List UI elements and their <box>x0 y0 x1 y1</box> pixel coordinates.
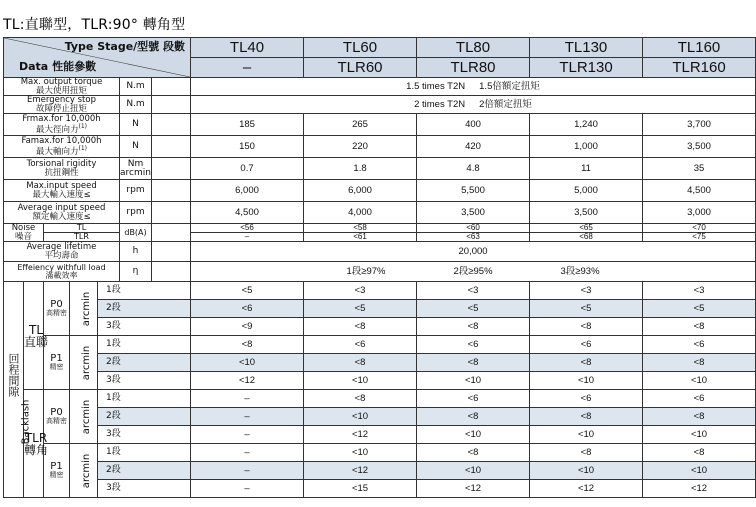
value-en: 2 times T2N <box>414 98 466 110</box>
value-cell: 1.8 <box>304 158 417 180</box>
value-cell: <61 <box>304 233 417 242</box>
value-en: 1.5 times T2N <box>406 80 466 92</box>
unit-text: arcmin <box>81 345 93 380</box>
blank-cell <box>152 224 191 242</box>
model-tlr: TLR130 <box>530 58 643 78</box>
value-cell: <8 <box>530 318 643 336</box>
precision-cn: 高精密 <box>46 417 67 425</box>
precision-code: P0 <box>50 407 63 418</box>
table-row <box>4 480 756 498</box>
unit-cell: h <box>120 242 152 262</box>
value-cell: <6 <box>304 336 417 354</box>
precision-cn: 精密 <box>49 471 64 479</box>
unit-text: Nm <box>127 158 144 169</box>
value-cell: 1,000 <box>530 136 643 158</box>
value-cell: <8 <box>417 444 530 462</box>
param-emergency-stop <box>4 96 120 114</box>
value-cell: 4.8 <box>417 158 530 180</box>
model-tl: TL80 <box>417 38 530 58</box>
value-cell: – <box>191 480 304 498</box>
type-stage-label: Type Stage/型號 段數 <box>64 40 186 53</box>
stage-label: 2段 <box>98 354 191 372</box>
param-label-cn: 最大使用扭矩 <box>35 85 87 96</box>
unit-arcmin <box>70 390 98 444</box>
precision-code: P0 <box>50 299 63 310</box>
table-row <box>4 426 756 444</box>
param-label-en: Max.input speed <box>26 181 97 191</box>
value-cn: 2倍額定扭矩 <box>479 98 532 110</box>
value-cell: <8 <box>530 354 643 372</box>
table-row <box>4 300 756 318</box>
precision-cn: 精密 <box>49 363 64 371</box>
value-cell: <10 <box>304 444 417 462</box>
value-cell: <10 <box>643 426 756 444</box>
param-label-cn: 平均壽命 <box>44 250 79 261</box>
value-cell: <8 <box>417 354 530 372</box>
span-value <box>191 96 756 114</box>
value-cell: <8 <box>643 444 756 462</box>
unit-cell <box>120 114 152 136</box>
value-cell: <15 <box>304 480 417 498</box>
value-cell: <10 <box>530 372 643 390</box>
unit-text: arcmin <box>81 291 93 326</box>
value-cell: <8 <box>530 408 643 426</box>
spec-table <box>3 37 756 498</box>
param-torsional-rigidity <box>4 158 120 180</box>
value-cell: 5,500 <box>417 180 530 202</box>
table-row <box>4 224 756 233</box>
param-label-en: Effeiency withfull load <box>17 262 106 272</box>
value-cell: <10 <box>191 354 304 372</box>
value-cell: <10 <box>530 426 643 444</box>
table-row <box>4 78 756 96</box>
value-cell: <12 <box>304 426 417 444</box>
table-row <box>4 38 756 58</box>
table-row <box>4 390 756 408</box>
value-cell: <9 <box>191 318 304 336</box>
value-cell: 3,500 <box>530 202 643 224</box>
value-cell: <8 <box>643 354 756 372</box>
value-cell: <68 <box>530 233 643 242</box>
span-value: 20,000 <box>191 242 756 262</box>
unit-cell <box>120 158 152 180</box>
param-max-torque <box>4 78 120 96</box>
table-row <box>4 336 756 354</box>
value-cell: <3 <box>417 282 530 300</box>
noise-tlr: TLR <box>44 233 120 242</box>
param-lifetime <box>4 242 120 262</box>
backlash-cn: 回程間隙 <box>7 352 20 397</box>
value-cell: <63 <box>417 233 530 242</box>
value-cell: 5,000 <box>530 180 643 202</box>
model-tl: TL130 <box>530 38 643 58</box>
value-cell: 6,000 <box>191 180 304 202</box>
value-cell: <8 <box>530 444 643 462</box>
value-cell: <10 <box>417 462 530 480</box>
table-row <box>4 114 756 136</box>
value-cell: <75 <box>643 233 756 242</box>
value-cn: 1.5倍額定扭矩 <box>479 80 540 92</box>
noise-label <box>4 224 44 242</box>
param-label-cn: 額定輸入速度≤ <box>32 211 91 222</box>
unit-cell: η <box>120 262 152 282</box>
model-tl: TL60 <box>304 38 417 58</box>
blank-cell <box>152 158 191 180</box>
data-label: Data 性能參數 <box>19 60 97 73</box>
value-cell: 150 <box>191 136 304 158</box>
param-efficiency <box>4 262 120 282</box>
unit-text: rpm <box>126 207 145 217</box>
value-cell: <10 <box>304 408 417 426</box>
unit-cell <box>120 180 152 202</box>
value-cell: – <box>191 426 304 444</box>
value-cell: <5 <box>417 300 530 318</box>
param-avg-input-speed <box>4 202 120 224</box>
blank-cell <box>152 262 191 282</box>
value-cell: <3 <box>643 282 756 300</box>
stage-label: 1段 <box>98 336 191 354</box>
unit-arcmin <box>70 336 98 390</box>
stage-label: 3段 <box>98 426 191 444</box>
noise-tl: TL <box>44 224 120 233</box>
param-label-cn: 最大輸入速度≤ <box>32 189 91 200</box>
value-cell: <12 <box>417 480 530 498</box>
page-title: TL:直聯型，TLR:90° 轉角型 <box>3 17 186 33</box>
unit-cell: N.m <box>120 78 152 96</box>
unit-cell <box>120 136 152 158</box>
value-cell: 185 <box>191 114 304 136</box>
value-cell: <8 <box>304 318 417 336</box>
table-row <box>4 408 756 426</box>
value-cell: <8 <box>417 408 530 426</box>
param-label-en: Torsional rigidity <box>26 159 97 169</box>
header-corner <box>4 38 191 78</box>
table-row <box>4 180 756 202</box>
value-cell: <6 <box>530 336 643 354</box>
table-row <box>4 233 756 242</box>
param-label-en: Frmax.for 10,000h <box>22 114 101 125</box>
param-label-en: Average input speed <box>17 203 106 213</box>
value-cell: <6 <box>530 390 643 408</box>
table-row <box>4 136 756 158</box>
group-label: TLR 轉角 <box>24 430 49 457</box>
value-cell: <6 <box>643 336 756 354</box>
span-value <box>191 78 756 96</box>
blank-cell <box>152 180 191 202</box>
table-row <box>4 96 756 114</box>
table-row <box>4 462 756 480</box>
value-cell: <5 <box>643 300 756 318</box>
precision-code: P1 <box>50 461 63 472</box>
stage-label: 2段 <box>98 408 191 426</box>
value-cell: – <box>191 408 304 426</box>
value-cell: <12 <box>643 480 756 498</box>
value-cell: <8 <box>191 336 304 354</box>
model-tlr: TLR80 <box>417 58 530 78</box>
value-cell: 3,500 <box>643 136 756 158</box>
blank-cell <box>152 202 191 224</box>
unit-arcmin <box>70 444 98 498</box>
value-cell: 4,500 <box>643 180 756 202</box>
blank-cell <box>152 242 191 262</box>
unit-text: N <box>132 141 139 151</box>
backlash-en: Backlash <box>20 399 32 444</box>
value-cell: 0.7 <box>191 158 304 180</box>
value-cell: 220 <box>304 136 417 158</box>
blank-cell <box>152 136 191 158</box>
value-cell: <12 <box>191 372 304 390</box>
value-cell: <58 <box>304 224 417 233</box>
value-cell: <65 <box>530 224 643 233</box>
value-cell: <60 <box>417 224 530 233</box>
value-cell: <56 <box>191 224 304 233</box>
precision-cn: 高精密 <box>46 309 67 317</box>
value-cell: 4,000 <box>304 202 417 224</box>
value-cell: – <box>191 444 304 462</box>
value-cell: <5 <box>530 300 643 318</box>
model-tl: TL160 <box>643 38 756 58</box>
value-cell: <5 <box>191 282 304 300</box>
value-cell: 6,000 <box>304 180 417 202</box>
group-tl <box>24 282 49 390</box>
value-cell: 3,500 <box>417 202 530 224</box>
param-label-cn: 故障停止扭矩 <box>35 103 87 114</box>
value-cell: <8 <box>304 390 417 408</box>
value-cell: <3 <box>304 282 417 300</box>
value-cell: 3,700 <box>643 114 756 136</box>
value-cell: <3 <box>530 282 643 300</box>
blank-cell <box>152 96 191 114</box>
value-cell: <6 <box>191 300 304 318</box>
unit-cell: dB(A) <box>120 224 152 242</box>
value-cell: <70 <box>643 224 756 233</box>
value-cell: <8 <box>417 318 530 336</box>
unit-arcmin <box>70 282 98 336</box>
model-tl: TL40 <box>191 38 304 58</box>
value-cell: – <box>191 233 304 242</box>
value-cell: 420 <box>417 136 530 158</box>
stage-label: 1段 <box>98 444 191 462</box>
group-label: TL 直聯 <box>24 322 49 349</box>
precision-code: P1 <box>50 353 63 364</box>
table-row <box>4 318 756 336</box>
value-cell: <6 <box>643 390 756 408</box>
stage-label: 3段 <box>98 372 191 390</box>
param-label-cn: 最大軸向力 <box>35 146 79 157</box>
param-max-input-speed <box>4 180 120 202</box>
param-radial-force <box>4 114 120 136</box>
value-cell: 35 <box>643 158 756 180</box>
table-row <box>4 444 756 462</box>
table-row <box>4 372 756 390</box>
stage-label: 2段 <box>98 300 191 318</box>
table-row <box>4 282 756 300</box>
unit-text: arcmin <box>120 167 151 178</box>
footnote-mark: (1) <box>78 144 87 152</box>
value-cell: – <box>191 390 304 408</box>
efficiency-value: 3段≥93% <box>560 265 600 277</box>
backlash-label <box>4 282 32 498</box>
table-row <box>4 242 756 262</box>
value-cell: <6 <box>417 336 530 354</box>
value-cell: <10 <box>417 372 530 390</box>
unit-text: rpm <box>126 185 145 195</box>
value-cell: 400 <box>417 114 530 136</box>
value-cell: – <box>191 462 304 480</box>
value-cell: <12 <box>304 462 417 480</box>
param-label-en: Emergency stop <box>26 95 96 105</box>
blank-cell <box>152 114 191 136</box>
table-row <box>4 262 756 282</box>
table-row <box>4 158 756 180</box>
value-cell: 265 <box>304 114 417 136</box>
param-label-cn: 最大徑向力 <box>35 124 79 135</box>
value-cell: 1,240 <box>530 114 643 136</box>
noise-en: Noise <box>11 223 36 233</box>
footnote-mark: (1) <box>78 122 87 130</box>
value-cell: <10 <box>530 462 643 480</box>
value-cell: 3,000 <box>643 202 756 224</box>
value-cell: <6 <box>417 390 530 408</box>
stage-label: 3段 <box>98 318 191 336</box>
value-cell: <10 <box>643 462 756 480</box>
efficiency-values <box>191 262 756 282</box>
value-cell: <12 <box>530 480 643 498</box>
value-cell: <10 <box>304 372 417 390</box>
unit-text: N <box>132 119 139 129</box>
param-label-cn: 抗扭鋼性 <box>44 167 79 178</box>
unit-cell: N.m <box>120 96 152 114</box>
value-cell: 4,500 <box>191 202 304 224</box>
param-label-en: Max. output torque <box>20 77 103 87</box>
stage-label: 2段 <box>98 462 191 480</box>
value-cell: <10 <box>643 372 756 390</box>
param-axial-force <box>4 136 120 158</box>
stage-label: 1段 <box>98 390 191 408</box>
value-cell: <8 <box>304 354 417 372</box>
model-tlr: TLR60 <box>304 58 417 78</box>
stage-label: 1段 <box>98 282 191 300</box>
value-cell: <8 <box>643 318 756 336</box>
model-tlr: – <box>191 58 304 78</box>
value-cell: <8 <box>643 408 756 426</box>
value-cell: <5 <box>304 300 417 318</box>
value-cell: 11 <box>530 158 643 180</box>
model-tlr: TLR160 <box>643 58 756 78</box>
efficiency-value: 1段≥97% <box>346 265 386 277</box>
param-label-en: Famax.for 10,000h <box>21 136 102 147</box>
unit-text: arcmin <box>81 453 93 488</box>
param-label-cn: 滿載效率 <box>45 270 78 280</box>
stage-label: 3段 <box>98 480 191 498</box>
noise-cn: 噪音 <box>14 231 32 242</box>
unit-cell <box>120 202 152 224</box>
unit-text: arcmin <box>81 399 93 434</box>
efficiency-value: 2段≥95% <box>453 265 493 277</box>
value-cell: <10 <box>417 426 530 444</box>
table-row <box>4 354 756 372</box>
blank-cell <box>152 78 191 96</box>
param-label-en: Average lifetime <box>26 242 97 252</box>
table-row <box>4 202 756 224</box>
